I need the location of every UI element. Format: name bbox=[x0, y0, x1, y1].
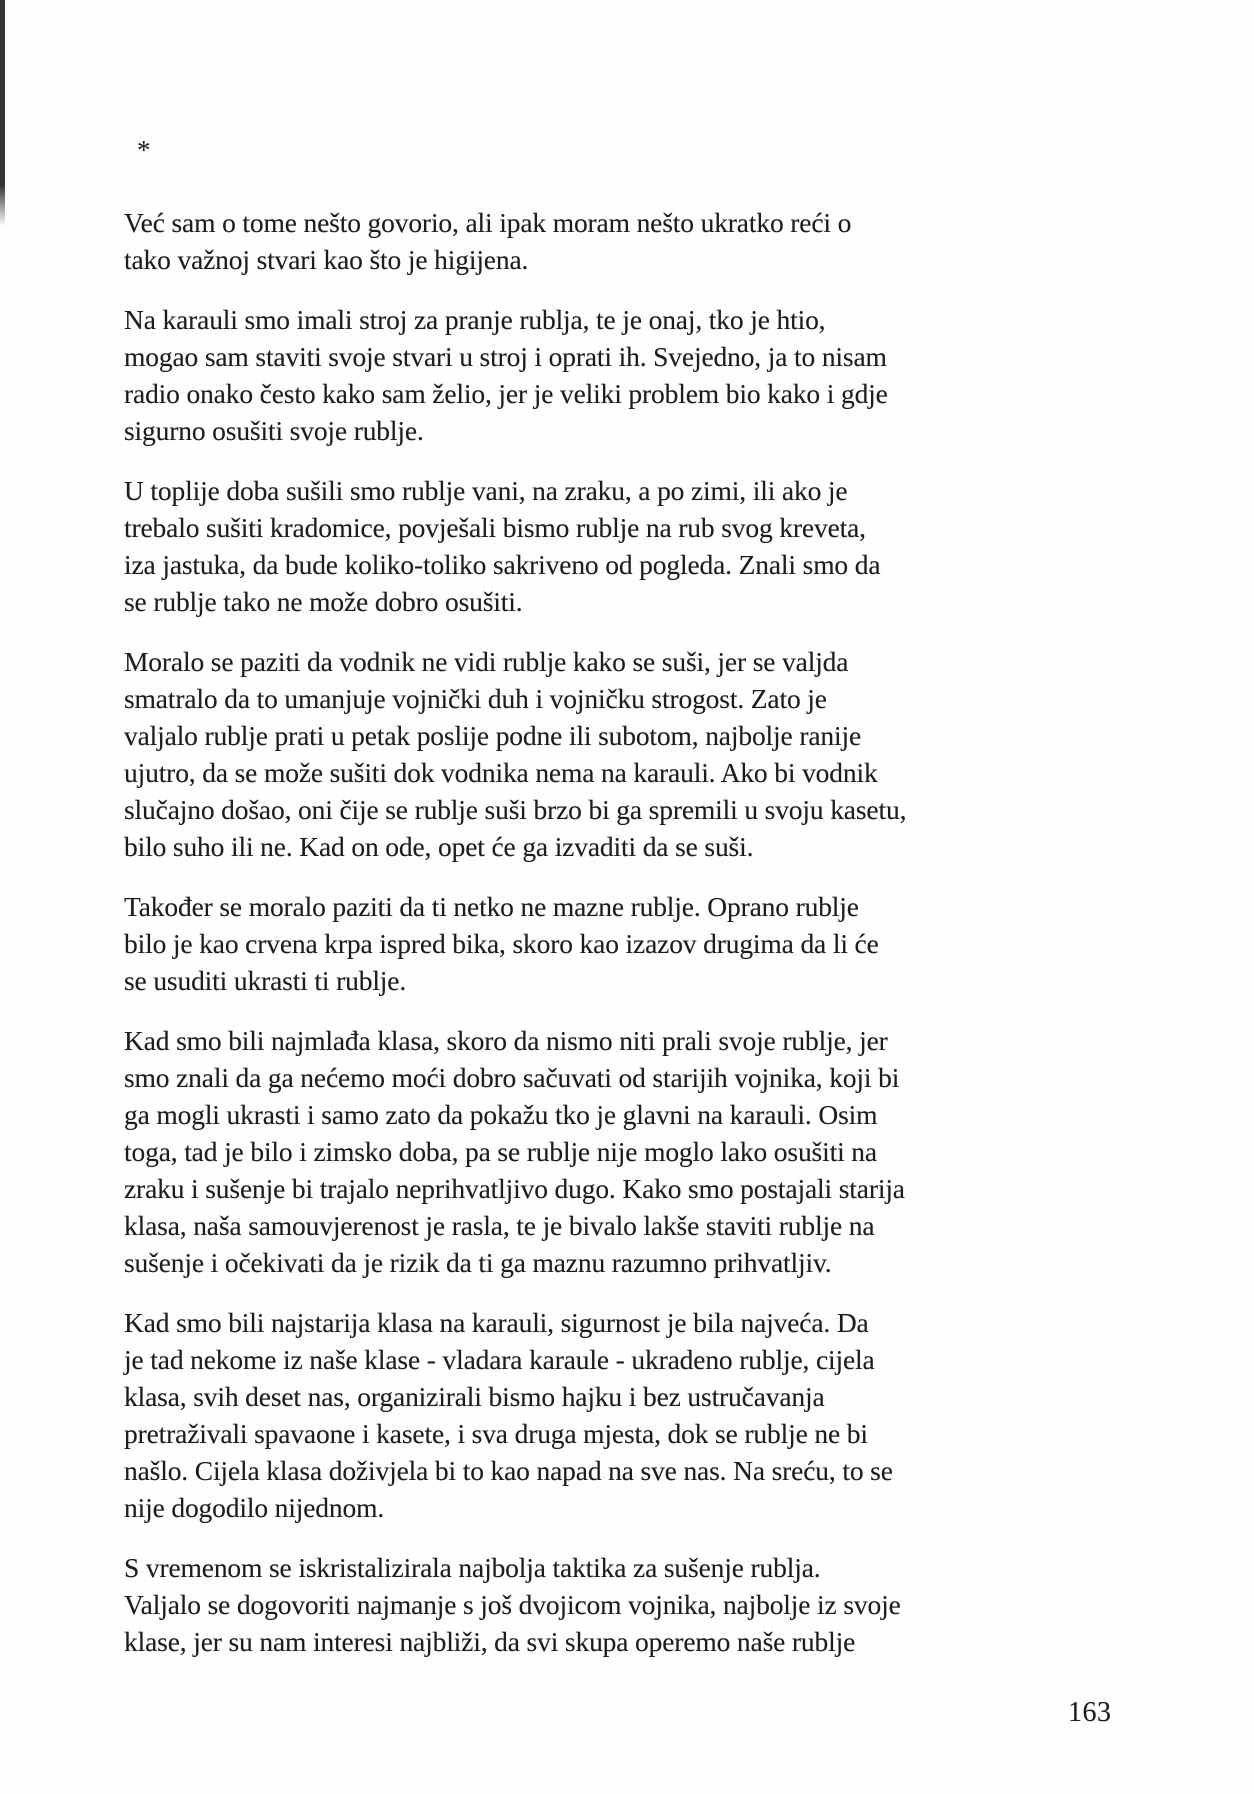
text-line: našlo. Cijela klasa doživjela bi to kao napad na sve nas. Na sreću, to se bbox=[124, 1455, 893, 1486]
text-line: toga, tad je bilo i zimsko doba, pa se rublje nije moglo lako osušiti na bbox=[124, 1136, 877, 1167]
paragraph bbox=[124, 1549, 1008, 1660]
text-line: Već sam o tome nešto govorio, ali ipak moram nešto ukratko reći o bbox=[124, 207, 852, 238]
text-line: Kad smo bili najmlađa klasa, skoro da nismo niti prali svoje rublje, jer bbox=[124, 1025, 888, 1056]
text-line: mogao sam staviti svoje stvari u stroj i oprati ih. Svejedno, ja to nisam bbox=[124, 341, 887, 372]
paragraph bbox=[124, 888, 1008, 999]
scan-edge-artifact bbox=[0, 0, 5, 226]
text-line: zraku i sušenje bi trajalo neprihvatljivo dugo. Kako smo postajali starija bbox=[124, 1173, 905, 1204]
paragraph bbox=[124, 1304, 1008, 1526]
text-line: valjalo rublje prati u petak poslije podne ili subotom, najbolje ranije bbox=[124, 720, 862, 751]
paragraph bbox=[124, 472, 1008, 620]
text-line: U toplije doba sušili smo rublje vani, na zraku, a po zimi, ili ako je bbox=[124, 475, 848, 506]
page-number: 163 bbox=[1068, 1697, 1112, 1728]
text-line: Valjalo se dogovoriti najmanje s još dvojicom vojnika, najbolje iz svoje bbox=[124, 1589, 901, 1620]
text-line: ga mogli ukrasti i samo zato da pokažu tko je glavni na karauli. Osim bbox=[124, 1099, 878, 1130]
text-line: ujutro, da se može sušiti dok vodnika nema na karauli. Ako bi vodnik bbox=[124, 757, 878, 788]
text-line: sušenje i očekivati da je rizik da ti ga maznu razumno prihvatljiv. bbox=[124, 1247, 832, 1278]
paragraph bbox=[124, 643, 1008, 865]
text-line: se usuditi ukrasti ti rublje. bbox=[124, 965, 407, 996]
text-line: pretraživali spavaone i kasete, i sva druga mjesta, dok se rublje ne bi bbox=[124, 1418, 868, 1449]
text-line: radio onako često kako sam želio, jer je veliki problem bio kako i gdje bbox=[124, 378, 888, 409]
text-line: Na karauli smo imali stroj za pranje rublja, te je onaj, tko je htio, bbox=[124, 304, 826, 335]
text-line: je tad nekome iz naše klase - vladara karaule - ukradeno rublje, cijela bbox=[124, 1344, 875, 1375]
text-line: slučajno došao, oni čije se rublje suši brzo bi ga spremili u svoju kasetu, bbox=[124, 794, 907, 825]
text-line: klasa, svih deset nas, organizirali bismo hajku i bez ustručavanja bbox=[124, 1381, 825, 1412]
text-line: se rublje tako ne može dobro osušiti. bbox=[124, 586, 523, 617]
text-line: sigurno osušiti svoje rublje. bbox=[124, 415, 424, 446]
paragraph bbox=[124, 204, 1008, 278]
text-line: Kad smo bili najstarija klasa na karauli, sigurnost je bila najveća. Da bbox=[124, 1307, 869, 1338]
section-break-asterisk: * bbox=[137, 135, 151, 165]
text-line: trebalo sušiti kradomice, povješali bismo rublje na rub svog kreveta, bbox=[124, 512, 866, 543]
text-line: bilo je kao crvena krpa ispred bika, skoro kao izazov drugima da li će bbox=[124, 928, 879, 959]
body-text-block bbox=[124, 204, 1008, 1660]
text-line: smo znali da ga nećemo moći dobro sačuvati od starijih vojnika, koji bi bbox=[124, 1062, 900, 1093]
text-line: nije dogodilo nijednom. bbox=[124, 1492, 385, 1523]
text-line: S vremenom se iskristalizirala najbolja taktika za sušenje rublja. bbox=[124, 1552, 821, 1583]
text-line: klasa, naša samouvjerenost je rasla, te je bivalo lakše staviti rublje na bbox=[124, 1210, 875, 1241]
text-line: klase, jer su nam interesi najbliži, da svi skupa operemo naše rublje bbox=[124, 1626, 856, 1657]
text-line: bilo suho ili ne. Kad on ode, opet će ga izvaditi da se suši. bbox=[124, 831, 754, 862]
text-line: Također se moralo paziti da ti netko ne mazne rublje. Oprano rublje bbox=[124, 891, 859, 922]
paragraph bbox=[124, 1022, 1008, 1281]
paragraph bbox=[124, 301, 1008, 449]
text-line: tako važnoj stvari kao što je higijena. bbox=[124, 244, 529, 275]
text-line: smatralo da to umanjuje vojnički duh i vojničku strogost. Zato je bbox=[124, 683, 827, 714]
text-line: iza jastuka, da bude koliko-toliko sakriveno od pogleda. Znali smo da bbox=[124, 549, 881, 580]
text-line: Moralo se paziti da vodnik ne vidi rublje kako se suši, jer se valjda bbox=[124, 646, 849, 677]
